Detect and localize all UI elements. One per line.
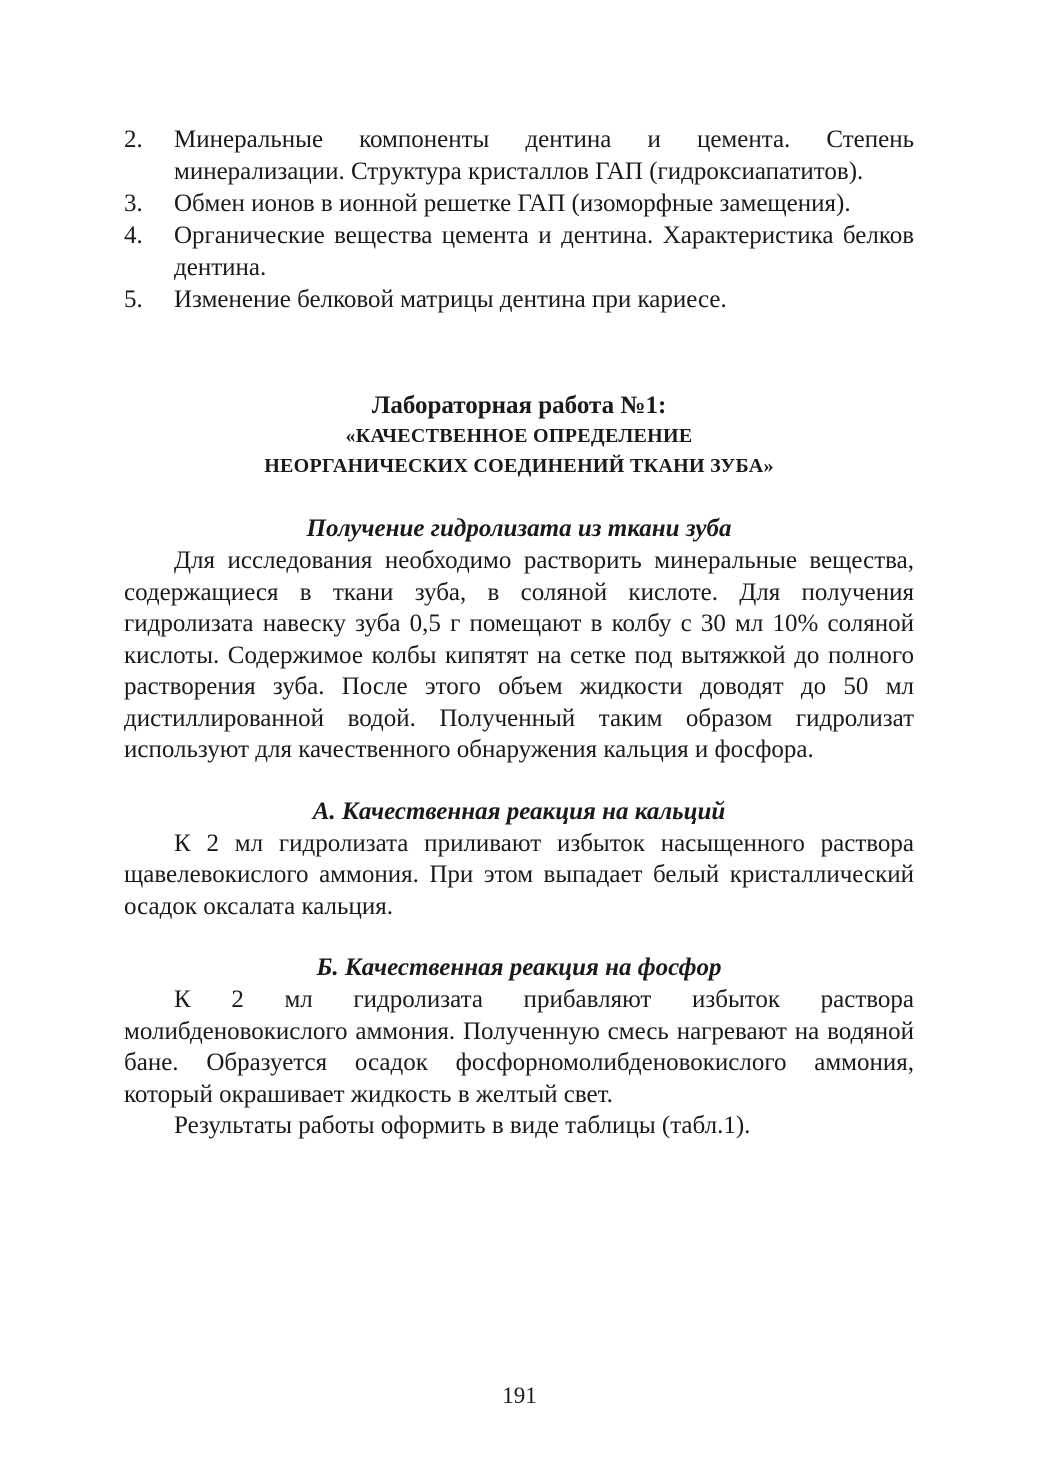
question-list	[124, 124, 914, 316]
lab-subtitle-line-2: НЕОРГАНИЧЕСКИХ СОЕДИНЕНИЙ ТКАНИ ЗУБА»	[264, 455, 774, 477]
list-item-number: 3.	[124, 190, 143, 217]
list-item	[124, 188, 914, 220]
list-item-text: Обмен ионов в ионной решетке ГАП (изоморфные замещения).	[174, 190, 851, 217]
paragraph-results: Результаты работы оформить в виде таблицы (табл.1).	[174, 1112, 751, 1139]
section-heading-phosphorus: Б. Качественная реакция на фосфор	[316, 954, 722, 981]
page-number: 191	[502, 1383, 537, 1408]
list-item-number: 5.	[124, 286, 143, 313]
lab-subtitle-line-1: «КАЧЕСТВЕННОЕ ОПРЕДЕЛЕНИЕ	[345, 425, 693, 447]
paragraph-hydrolysate: Для исследования необходимо растворить минеральные вещества, содержащиеся в ткани зуба, в соляной кислоте. Для получения гидролизата навеску зуба 0,5 г помещают в колбу с 30 мл 10% соляной кислоты. Содержимое колбы кипятят на сетке под вытяжкой до полного растворения зуба. После этого объем жидкости доводят до 50 мл дистиллированной водой. Полученный таким образом гидролизат используют для качественного обнаружения кальция и фосфора.	[124, 547, 914, 763]
list-item	[124, 284, 914, 316]
list-item-number: 4.	[124, 222, 143, 249]
list-item-text: Изменение белковой матрицы дентина при кариесе.	[174, 286, 727, 313]
page-content	[124, 124, 914, 1142]
list-item-text: Органические вещества цемента и дентина. Характеристика белков дентина.	[174, 222, 914, 281]
list-item	[124, 124, 914, 188]
list-item	[124, 220, 914, 284]
list-item-number: 2.	[124, 126, 143, 153]
section-heading-calcium: А. Качественная реакция на кальций	[312, 797, 726, 825]
section-heading-hydrolysate: Получение гидролизата из ткани зуба	[306, 515, 732, 542]
paragraph-calcium: К 2 мл гидролизата приливают избыток насыщенного раствора щавелевокислого аммония. При этом выпадает белый кристаллический осадок оксалата кальция.	[124, 829, 914, 920]
paragraph-phosphorus: К 2 мл гидролизата прибавляют избыток раствора молибденовокислого аммония. Полученную смесь нагревают на водяной бане. Образуется осадок фосфорномолибденовокислого аммония, который окрашивает жидкость в желтый свет.	[124, 986, 914, 1108]
list-item-text: Минеральные компоненты дентина и цемента. Степень минерализации. Структура кристаллов ГАП (гидроксиапатитов).	[174, 126, 914, 185]
lab-title: Лабораторная работа №1:	[371, 392, 667, 419]
